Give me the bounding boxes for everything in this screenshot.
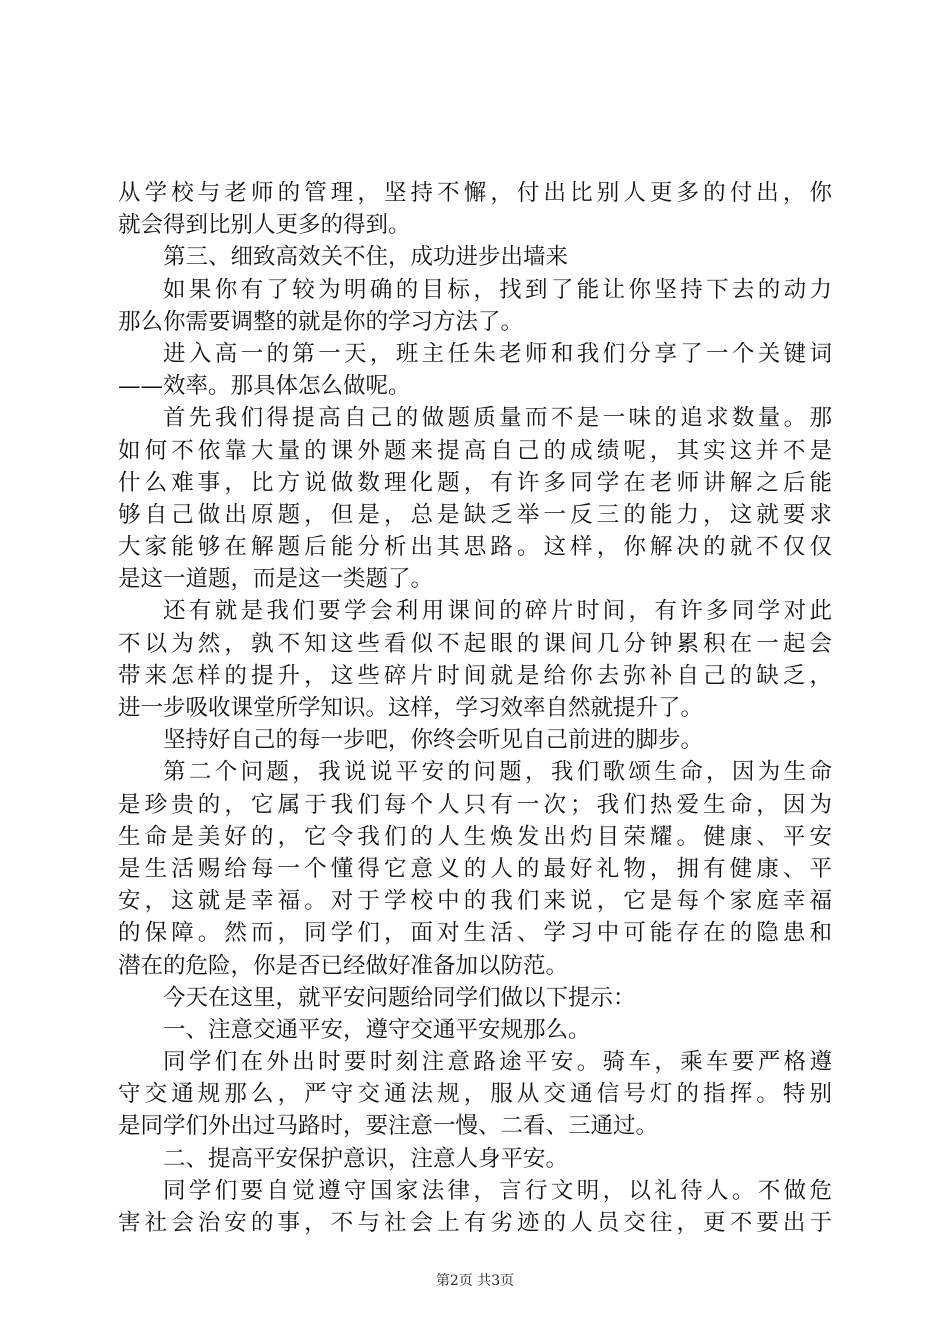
text-line: 如果你有了较为明确的目标，找到了能让你坚持下去的动力	[163, 276, 832, 303]
text-line: 是珍贵的，它属于我们每个人只有一次；我们热爱生命，因为	[118, 791, 832, 818]
text-line: 不以为然，孰不知这些看似不起眼的课间几分钟累积在一起会	[118, 630, 832, 657]
text-line: 今天在这里，就平安问题给同学们做以下提示：	[163, 984, 636, 1011]
text-line: 够自己做出原题，但是，总是缺乏举一反三的能力，这就要求	[118, 501, 832, 528]
text-line: 是生活赐给每一个懂得它意义的人的最好礼物，拥有健康、平	[118, 855, 832, 882]
text-line: 进一步吸收课堂所学知识。这样，学习效率自然就提升了。	[118, 695, 704, 721]
section-heading: 第三、细致高效关不住，成功进步出墙来	[163, 244, 569, 271]
text-line: 就会得到比别人更多的得到。	[118, 212, 411, 239]
text-line: 安，这就是幸福。对于学校中的我们来说，它是每个家庭幸福	[118, 888, 832, 915]
document-body	[118, 177, 832, 1239]
text-line: 那么你需要调整的就是你的学习方法了。	[118, 308, 524, 335]
text-line: 守交通规那么，严守交通法规，服从交通信号灯的指挥。特别	[118, 1081, 832, 1108]
text-line: 生命是美好的，它令我们的人生焕发出灼目荣耀。健康、平安	[118, 823, 832, 850]
text-line: 害社会治安的事，不与社会上有劣迹的人员交往，更不要出于	[118, 1210, 832, 1236]
text-line: 的保障。然而，同学们，面对生活、学习中可能存在的隐患和	[118, 920, 832, 947]
text-line: 首先我们得提高自己的做题质量而不是一味的追求数量。那	[163, 405, 832, 432]
text-line: 从学校与老师的管理，坚持不懈，付出比别人更多的付出，你	[118, 180, 832, 206]
page-number-footer: 第2页 共3页	[435, 1273, 515, 1289]
text-line: 是这一道题，而是这一类题了。	[118, 566, 434, 593]
section-heading: 一、注意交通平安，遵守交通平安规那么。	[163, 1016, 591, 1043]
text-line: 如何不依靠大量的课外题来提高自己的成绩呢，其实这并不是	[118, 437, 832, 464]
text-line: 带来怎样的提升，这些碎片时间就是给你去弥补自己的缺乏，	[118, 662, 832, 689]
text-line: 第二个问题，我说说平安的问题，我们歌颂生命，因为生命	[163, 759, 832, 786]
text-line: 还有就是我们要学会利用课间的碎片时间，有许多同学对此	[163, 598, 832, 625]
text-line: 什么难事，比方说做数理化题，有许多同学在老师讲解之后能	[118, 469, 832, 496]
text-line: 同学们在外出时要时刻注意路途平安。骑车，乘车要严格遵	[163, 1049, 832, 1076]
text-line: ——效率。那具体怎么做呢。	[118, 373, 411, 400]
section-heading: 二、提高平安保护意识，注意人身平安。	[163, 1145, 569, 1172]
text-line: 进入高一的第一天，班主任朱老师和我们分享了一个关键词	[163, 340, 832, 367]
text-line: 同学们要自觉遵守国家法律，言行文明，以礼待人。不做危	[163, 1177, 832, 1204]
text-line: 大家能够在解题后能分析出其思路。这样，你解决的就不仅仅	[118, 534, 832, 561]
text-line: 坚持好自己的每一步吧，你终会听见自己前进的脚步。	[163, 727, 704, 754]
text-line: 潜在的危险，你是否已经做好准备加以防范。	[118, 952, 569, 979]
text-line: 是同学们外出过马路时，要注意一慢、二看、三通过。	[118, 1113, 659, 1140]
